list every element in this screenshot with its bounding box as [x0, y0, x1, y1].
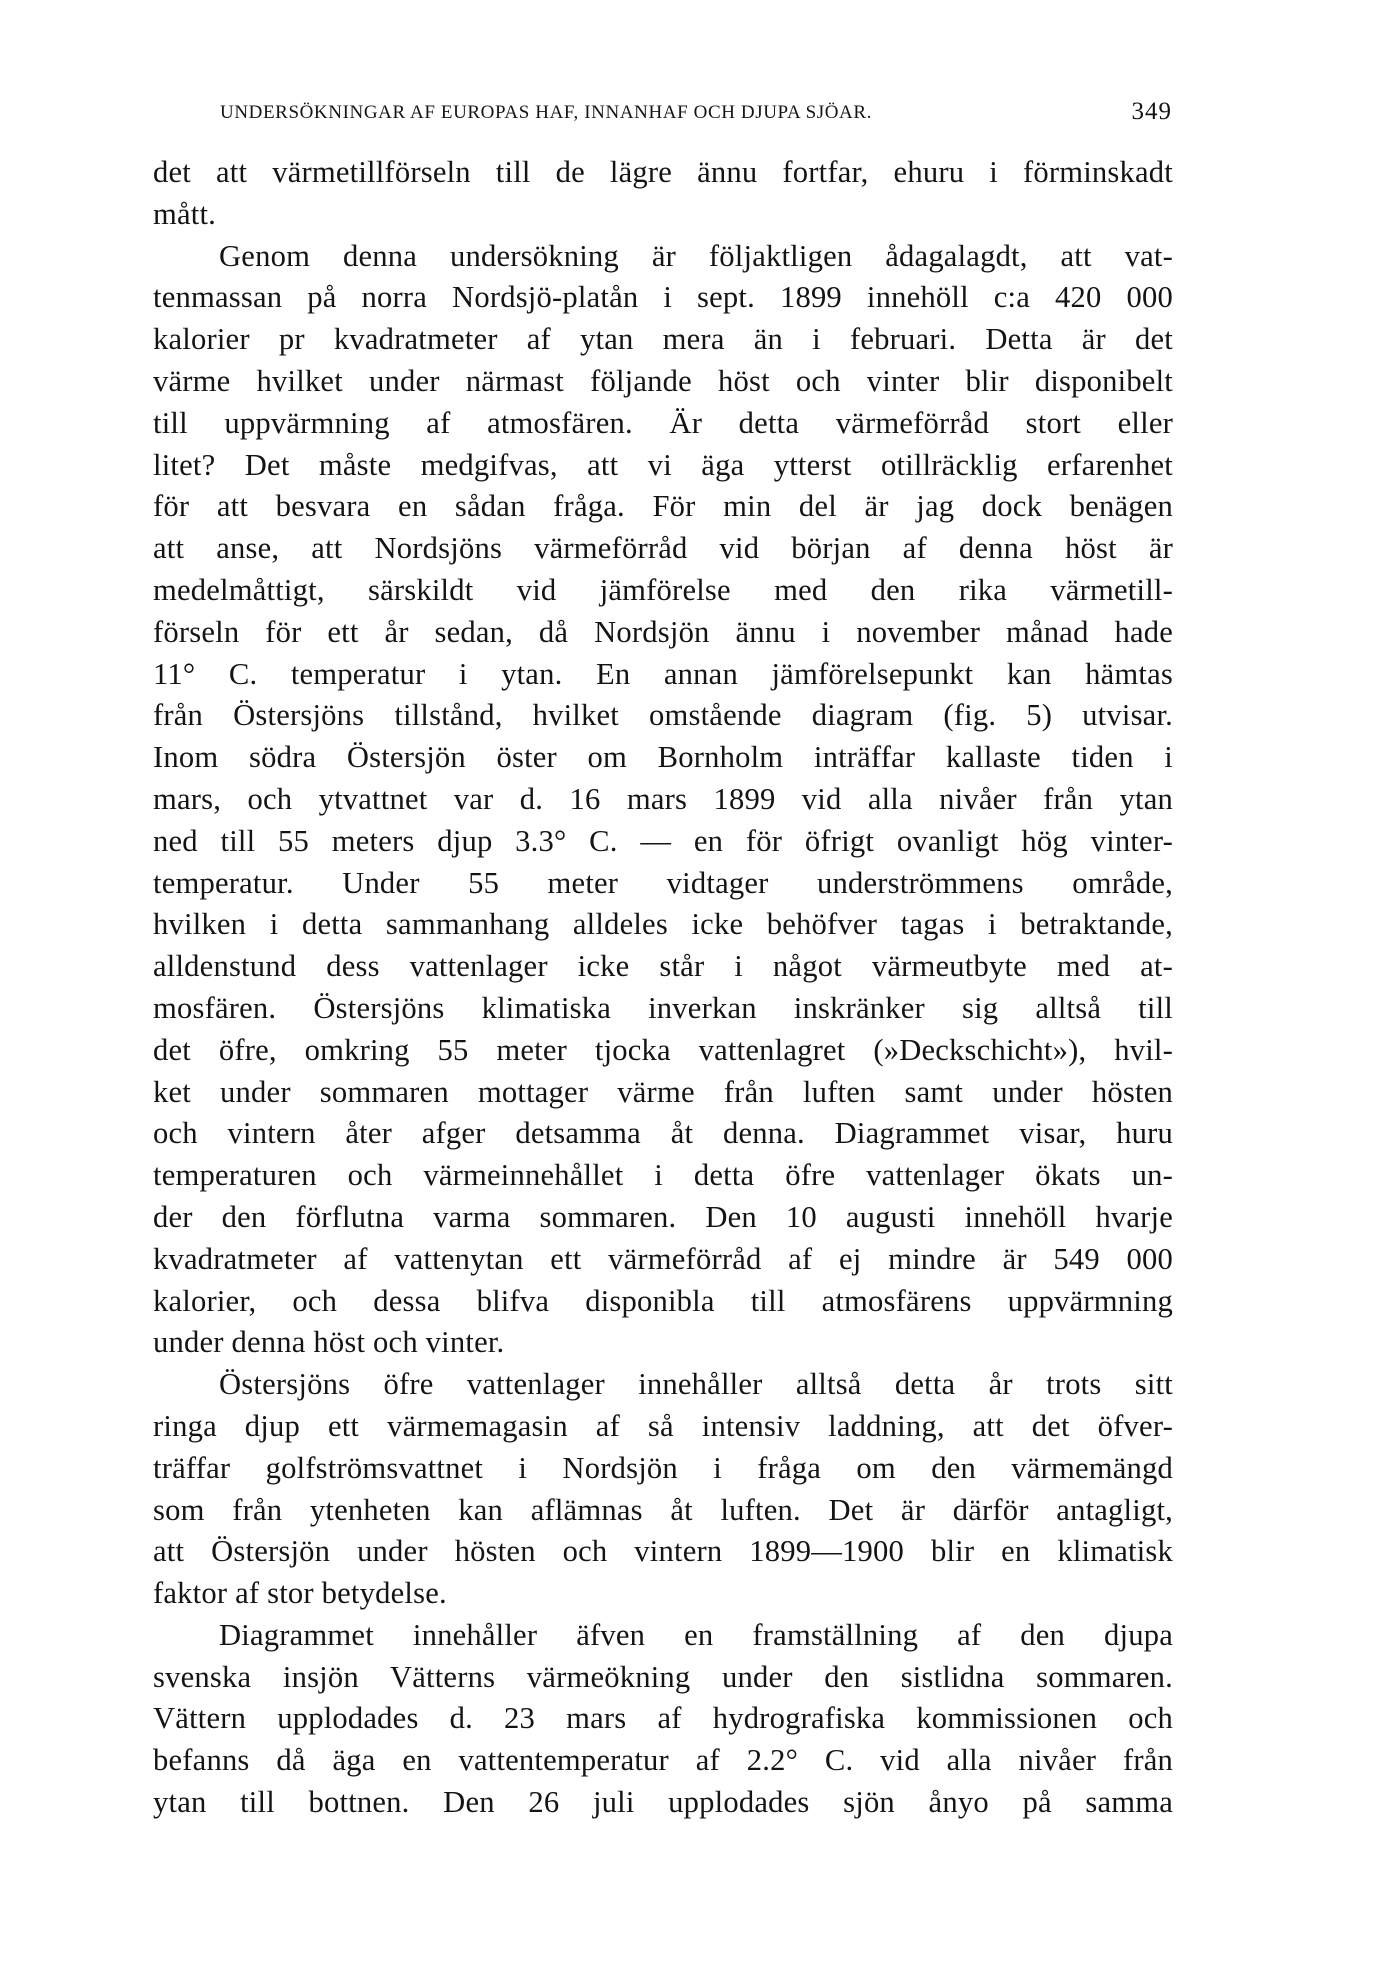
- page-number: 349: [1131, 98, 1172, 125]
- text-line: Inom södra Östersjön öster om Bornholm inträffar kallaste tiden i: [153, 740, 1173, 775]
- text-line: värme hvilket under närmast följande höst och vinter blir disponibelt: [153, 363, 1173, 398]
- text-line: det öfre, omkring 55 meter tjocka vattenlagret (»Deckschicht»), hvil-: [153, 1032, 1173, 1067]
- text-line: kvadratmeter af vattenytan ett värmeförråd af ej mindre är 549 000: [153, 1241, 1173, 1276]
- text-line: medelmåttigt, särskildt vid jämförelse med den rika värmetill-: [153, 572, 1173, 607]
- text-line: och vintern åter afger detsamma åt denna. Diagrammet visar, huru: [153, 1116, 1173, 1151]
- text-line: temperatur. Under 55 meter vidtager underströmmens område,: [153, 865, 1173, 900]
- text-line: mars, och ytvattnet var d. 16 mars 1899 vid alla nivåer från ytan: [153, 781, 1173, 816]
- text-line: befanns då äga en vattentemperatur af 2.2° C. vid alla nivåer från: [153, 1743, 1173, 1778]
- body-text: [153, 152, 1173, 1824]
- paragraph-2: [153, 236, 1173, 1365]
- text-line: alldenstund dess vattenlager icke står i något värmeutbyte med at-: [153, 949, 1173, 984]
- running-header: [220, 98, 1172, 128]
- text-line: Genom denna undersökning är följaktligen ådagalagdt, att vat-: [219, 238, 1173, 273]
- text-line: ned till 55 meters djup 3.3° C. — en för öfrigt ovanligt hög vinter-: [153, 823, 1173, 858]
- text-line: ket under sommaren mottager värme från luften samt under hösten: [153, 1074, 1173, 1109]
- text-line: mått.: [153, 196, 217, 231]
- text-line: 11° C. temperatur i ytan. En annan jämförelsepunkt kan hämtas: [153, 656, 1173, 691]
- text-line: mosfären. Östersjöns klimatiska inverkan inskränker sig alltså till: [153, 990, 1173, 1025]
- text-line: ytan till bottnen. Den 26 juli upplodades sjön ånyo på samma: [153, 1785, 1173, 1820]
- text-line: förseln för ett år sedan, då Nordsjön ännu i november månad hade: [153, 614, 1173, 649]
- text-line: ringa djup ett värmemagasin af så intensiv laddning, att det öfver-: [153, 1408, 1173, 1443]
- text-line: att Östersjön under hösten och vintern 1899—1900 blir en klimatisk: [153, 1534, 1173, 1569]
- text-line: hvilken i detta sammanhang alldeles icke behöfver tagas i betraktande,: [153, 907, 1173, 942]
- text-line: kalorier pr kvadratmeter af ytan mera än i februari. Detta är det: [153, 322, 1173, 357]
- text-line: Östersjöns öfre vattenlager innehåller alltså detta år trots sitt: [219, 1367, 1173, 1402]
- text-line: till uppvärmning af atmosfären. Är detta värmeförråd stort eller: [153, 405, 1173, 440]
- paragraph-1: [153, 152, 1173, 236]
- text-line: temperaturen och värmeinnehållet i detta öfre vattenlager ökats un-: [153, 1158, 1173, 1193]
- text-line: kalorier, och dessa blifva disponibla till atmosfärens uppvärmning: [153, 1283, 1173, 1318]
- text-line: som från ytenheten kan aflämnas åt luften. Det är därför antagligt,: [153, 1492, 1173, 1527]
- text-line: tenmassan på norra Nordsjö-platån i sept. 1899 innehöll c:a 420 000: [153, 280, 1173, 315]
- text-line: träffar golfströmsvattnet i Nordsjön i fråga om den värmemängd: [153, 1450, 1173, 1485]
- text-line: från Östersjöns tillstånd, hvilket omstående diagram (fig. 5) utvisar.: [153, 698, 1173, 733]
- text-line: det att värmetillförseln till de lägre ännu fortfar, ehuru i förminskadt: [153, 155, 1173, 189]
- text-line: att anse, att Nordsjöns värmeförråd vid början af denna höst är: [153, 531, 1173, 566]
- paragraph-4: [153, 1615, 1173, 1824]
- text-line: Vättern upplodades d. 23 mars af hydrografiska kommissionen och: [153, 1701, 1173, 1736]
- paragraph-3: [153, 1364, 1173, 1615]
- text-line: faktor af stor betydelse.: [153, 1576, 447, 1611]
- text-line: Diagrammet innehåller äfven en framställning af den djupa: [219, 1617, 1173, 1652]
- text-line: svenska insjön Vätterns värmeökning under den sistlidna sommaren.: [153, 1659, 1173, 1694]
- text-line: litet? Det måste medgifvas, att vi äga ytterst otillräcklig erfarenhet: [153, 447, 1173, 482]
- text-line: under denna höst och vinter.: [153, 1325, 505, 1360]
- text-line: der den förflutna varma sommaren. Den 10 augusti innehöll hvarje: [153, 1199, 1173, 1234]
- running-head-title: UNDERSÖKNINGAR AF EUROPAS HAF, INNANHAF OCH DJUPA SJÖAR.: [220, 102, 872, 123]
- text-line: för att besvara en sådan fråga. För min del är jag dock benägen: [153, 489, 1173, 524]
